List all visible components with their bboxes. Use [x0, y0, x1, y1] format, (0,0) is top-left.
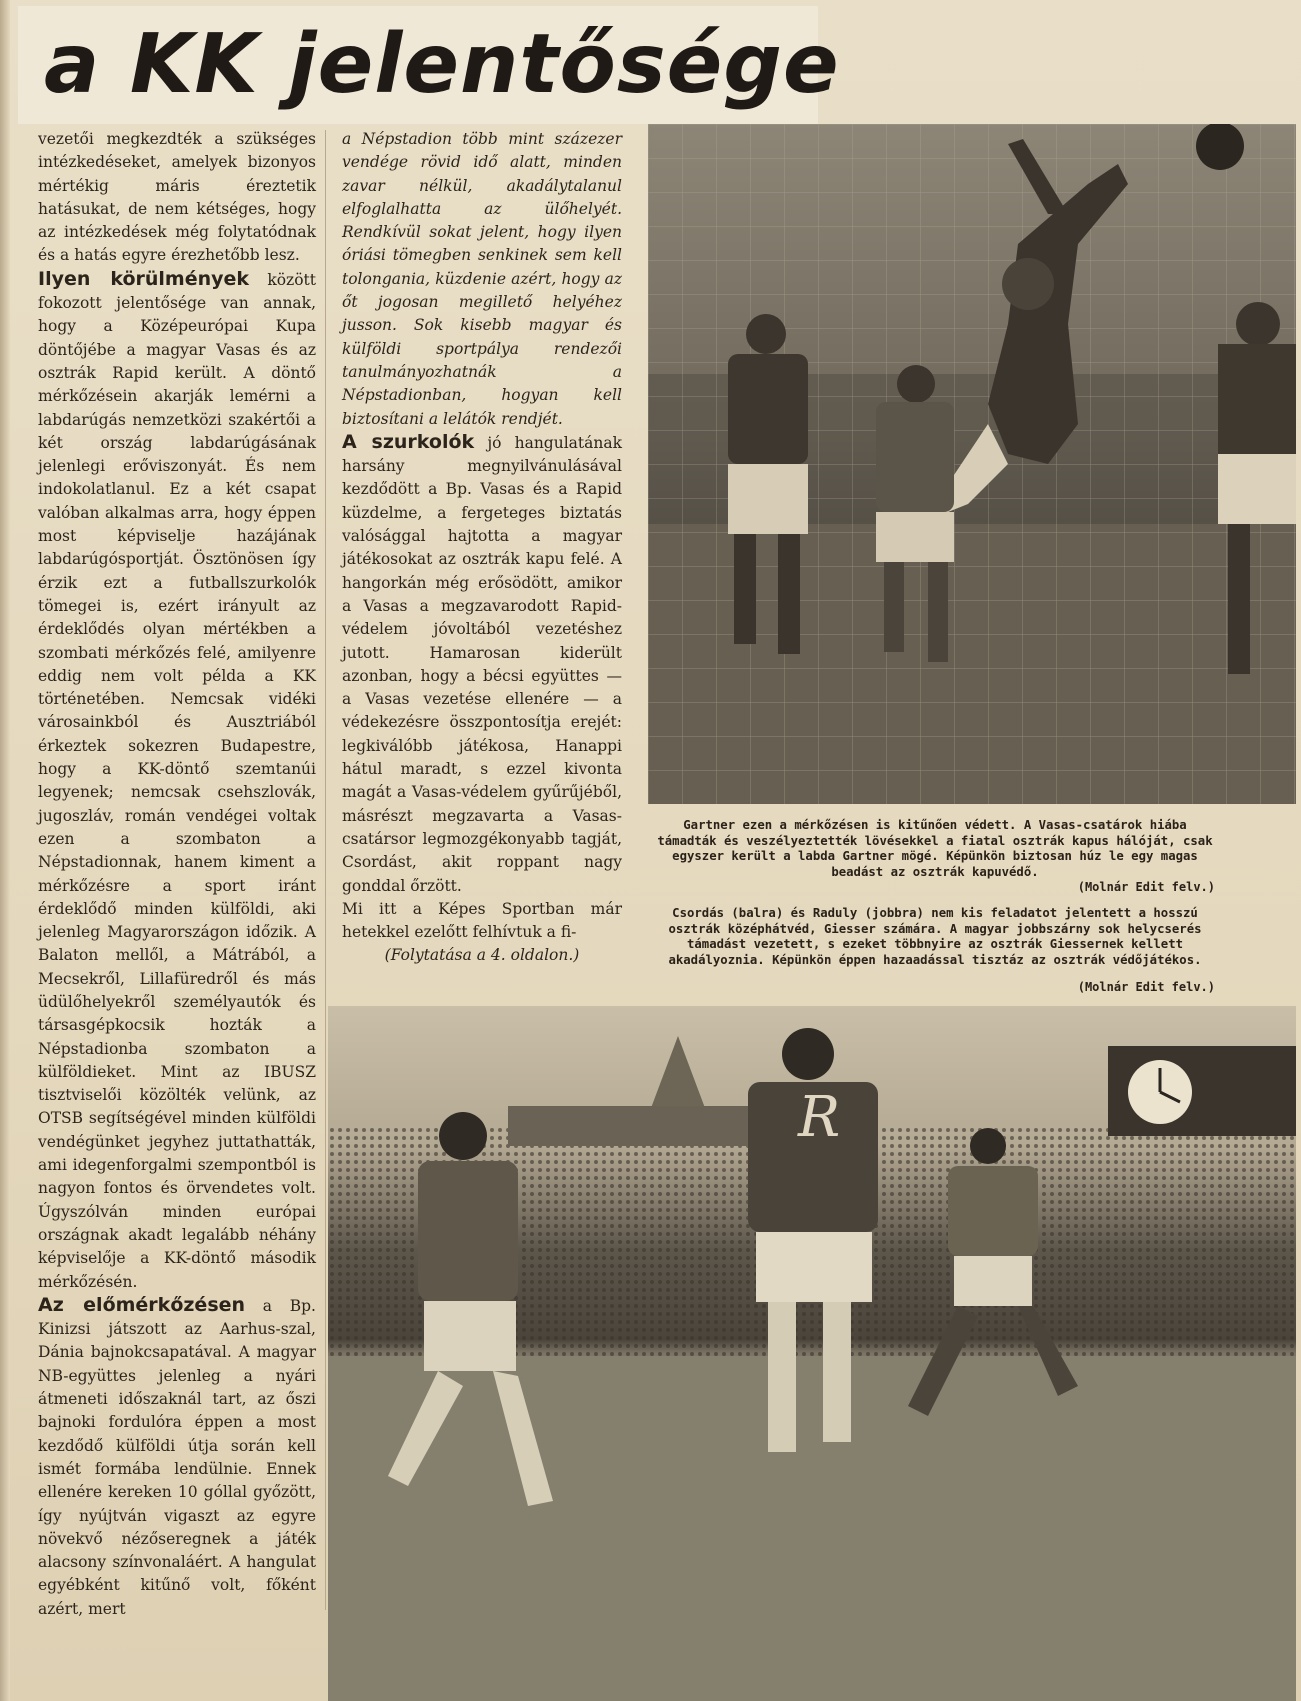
paragraph: Mi itt a Képes Sportban már hetekkel ezelőtt felhívtuk a fi-: [342, 899, 622, 942]
paragraph: [38, 268, 316, 1294]
column-divider: [325, 130, 326, 1610]
photo-goalkeeper-save: [648, 124, 1296, 804]
continued-note: (Folytatása a 4. oldalon.): [384, 946, 580, 965]
headline: a KK jelentősége: [44, 17, 840, 112]
article-column-1: [38, 128, 316, 1621]
paragraph: vezetői megkezdték a szükséges intézkedéseket, amelyek bizonyos mértékig máris éreztetik hatásukat, de nem kétséges, hogy az intézkedések még folytatódnak és a hatás egyre érezhetőbb lesz.: [38, 130, 316, 265]
article-column-2: [342, 128, 622, 968]
paragraph: a Népstadion több mint százezer vendége rövid idő alatt, minden zavar nélkül, akadálytalanul elfoglalhatta az ülőhelyét. Rendkívül sokat jelent, hogy ilyen óriási tömegben senkinek sem kell tolongania, küzdenie azért, hogy az őt jogosan megillető helyéhez jusson. Sok kisebb magyar és külföldi sportpálya rendezői tanulmányozhatnák a Népstadionban, hogyan kell biztosítani a lelátók rendjét.: [342, 130, 622, 428]
paragraph: [38, 1294, 316, 1621]
photo-credit-2: (Molnár Edit felv.): [1077, 980, 1215, 994]
photo-caption-1: Gartner ezen a mérkőzésen is kitűnően védett. A Vasas-csatárok hiába támadták és veszélyeztették lövésekkel a fiatal osztrák kapus hálóját, csak egyszer került a labda Gartner mögé. Képünkön biztosan húz le egy magas beadást az osztrák kapuvédő.: [657, 818, 1213, 879]
paragraph: [342, 431, 622, 898]
paragraph-text: között fokozott jelentősége van annak, hogy a Középeurópai Kupa döntőjébe a magyar Vasas és az osztrák Rapid került. A döntő mérkőzésein akarják lemérni a labdarúgás nemzetközi szakértői a két ország labdarúgásának jelenlegi erőviszonyát. És nem indokolatlanul. Ez a két csapat valóban alkalmas arra, hogy éppen most képviselje hazájának labdarúgósportját. Ösztönösen így érzik ezt a futballszurkolók tömegei is, ezért irányult az érdeklődés olyan mértékben a szombati mérkőzés felé, amilyenre eddig nem volt példa a KK történetében. Nemcsak vidéki városainkból és Ausztriából érkeztek sokezren Budapestre, hogy a KK-döntő szemtanúi legyenek; nemcsak csehszlovák, jugoszláv, román vendégei voltak ezen a szombaton a Népstadionnak, hanem kiment a mérkőzésre a sport iránt érdeklődő minden külföldi, aki jelenleg Magyarországon időzik. A Balaton mellől, a Mátrából, a Mecsekről, Lillafüredről és más üdülőhelyekről személyautók és társasgépkocsik hozták a Népstadionba szombaton a külföldieket. Mint az IBUSZ tisztviselői közölték velünk, az OTSB segítségével minden külföldi vendégünket jegyhez juttathatták, ami idegenforgalmi szempontból is nagyon fontos és örvendetes volt. Úgyszólván minden európai országnak akadt legalább néhány képviselője a KK-döntő második mérkőzésén.: [38, 270, 316, 1291]
paragraph-lead: Ilyen körülmények: [38, 267, 250, 290]
svg-text:R: R: [798, 1085, 841, 1150]
paragraph-text: a Bp. Kinizsi játszott az Aarhus-szal, Dánia bajnokcsapatával. A magyar NB-együttes jelenleg a nyári átmeneti időszaknál tart, az őszi bajnoki fordulóra éppen a most kezdődő külföldi útja során kell ismét formába lendülnie. Ennek ellenére kereken 10 góllal győzött, így nyújtván vigaszt az egyre növekvő nézőseregnek a játék alacsony színvonaláért. A hangulat egyébként kitűnő volt, főként azért, mert: [38, 1296, 316, 1618]
photo-credit-1: (Molnár Edit felv.): [1077, 880, 1215, 894]
photo-goalkeeper-illustration: [648, 124, 1296, 804]
paragraph-lead: Az előmérkőzésen: [38, 1293, 246, 1316]
photo-match-action: [328, 1006, 1296, 1701]
paragraph-lead: A szurkolók: [342, 430, 475, 453]
page-binding-edge: [0, 0, 10, 1701]
headline-banner: [18, 6, 840, 124]
photo-caption-2: Csordás (balra) és Raduly (jobbra) nem kis feladatot jelentett a hosszú osztrák középhátvéd, Giesser számára. A magyar jobbszárny sok helycserés támadást vezetett, s ezeket többnyire az osztrák Giessernek kellett akadályoznia. Képünkön éppen hazaadással tisztáz az osztrák védőjátékos.: [668, 906, 1202, 967]
photo-match-illustration: [328, 1006, 1296, 1701]
paragraph-text: jó hangulatának harsány megnyilvánulásával kezdődött a Bp. Vasas és a Rapid küzdelme, a fergeteges biztatás valósággal hajtotta a magyar játékosokat az osztrák kapu felé. A hangorkán még erősödött, amikor a Vasas a megzavarodott Rapid-védelem jóvoltából vezetéshez jutott. Hamarosan kiderült azonban, hogy a bécsi együttes — a Vasas vezetése ellenére — a védekezésre összpontosítja erejét: legkiválóbb játékosa, Hanappi hátul maradt, s ezzel kivonta magát a Vasas-védelem gyűrűjéből, másrészt megzavarta a Vasas-csatársor legmozgékonyabb tagját, Csordást, akit roppant nagy gonddal őrzött.: [342, 433, 622, 895]
